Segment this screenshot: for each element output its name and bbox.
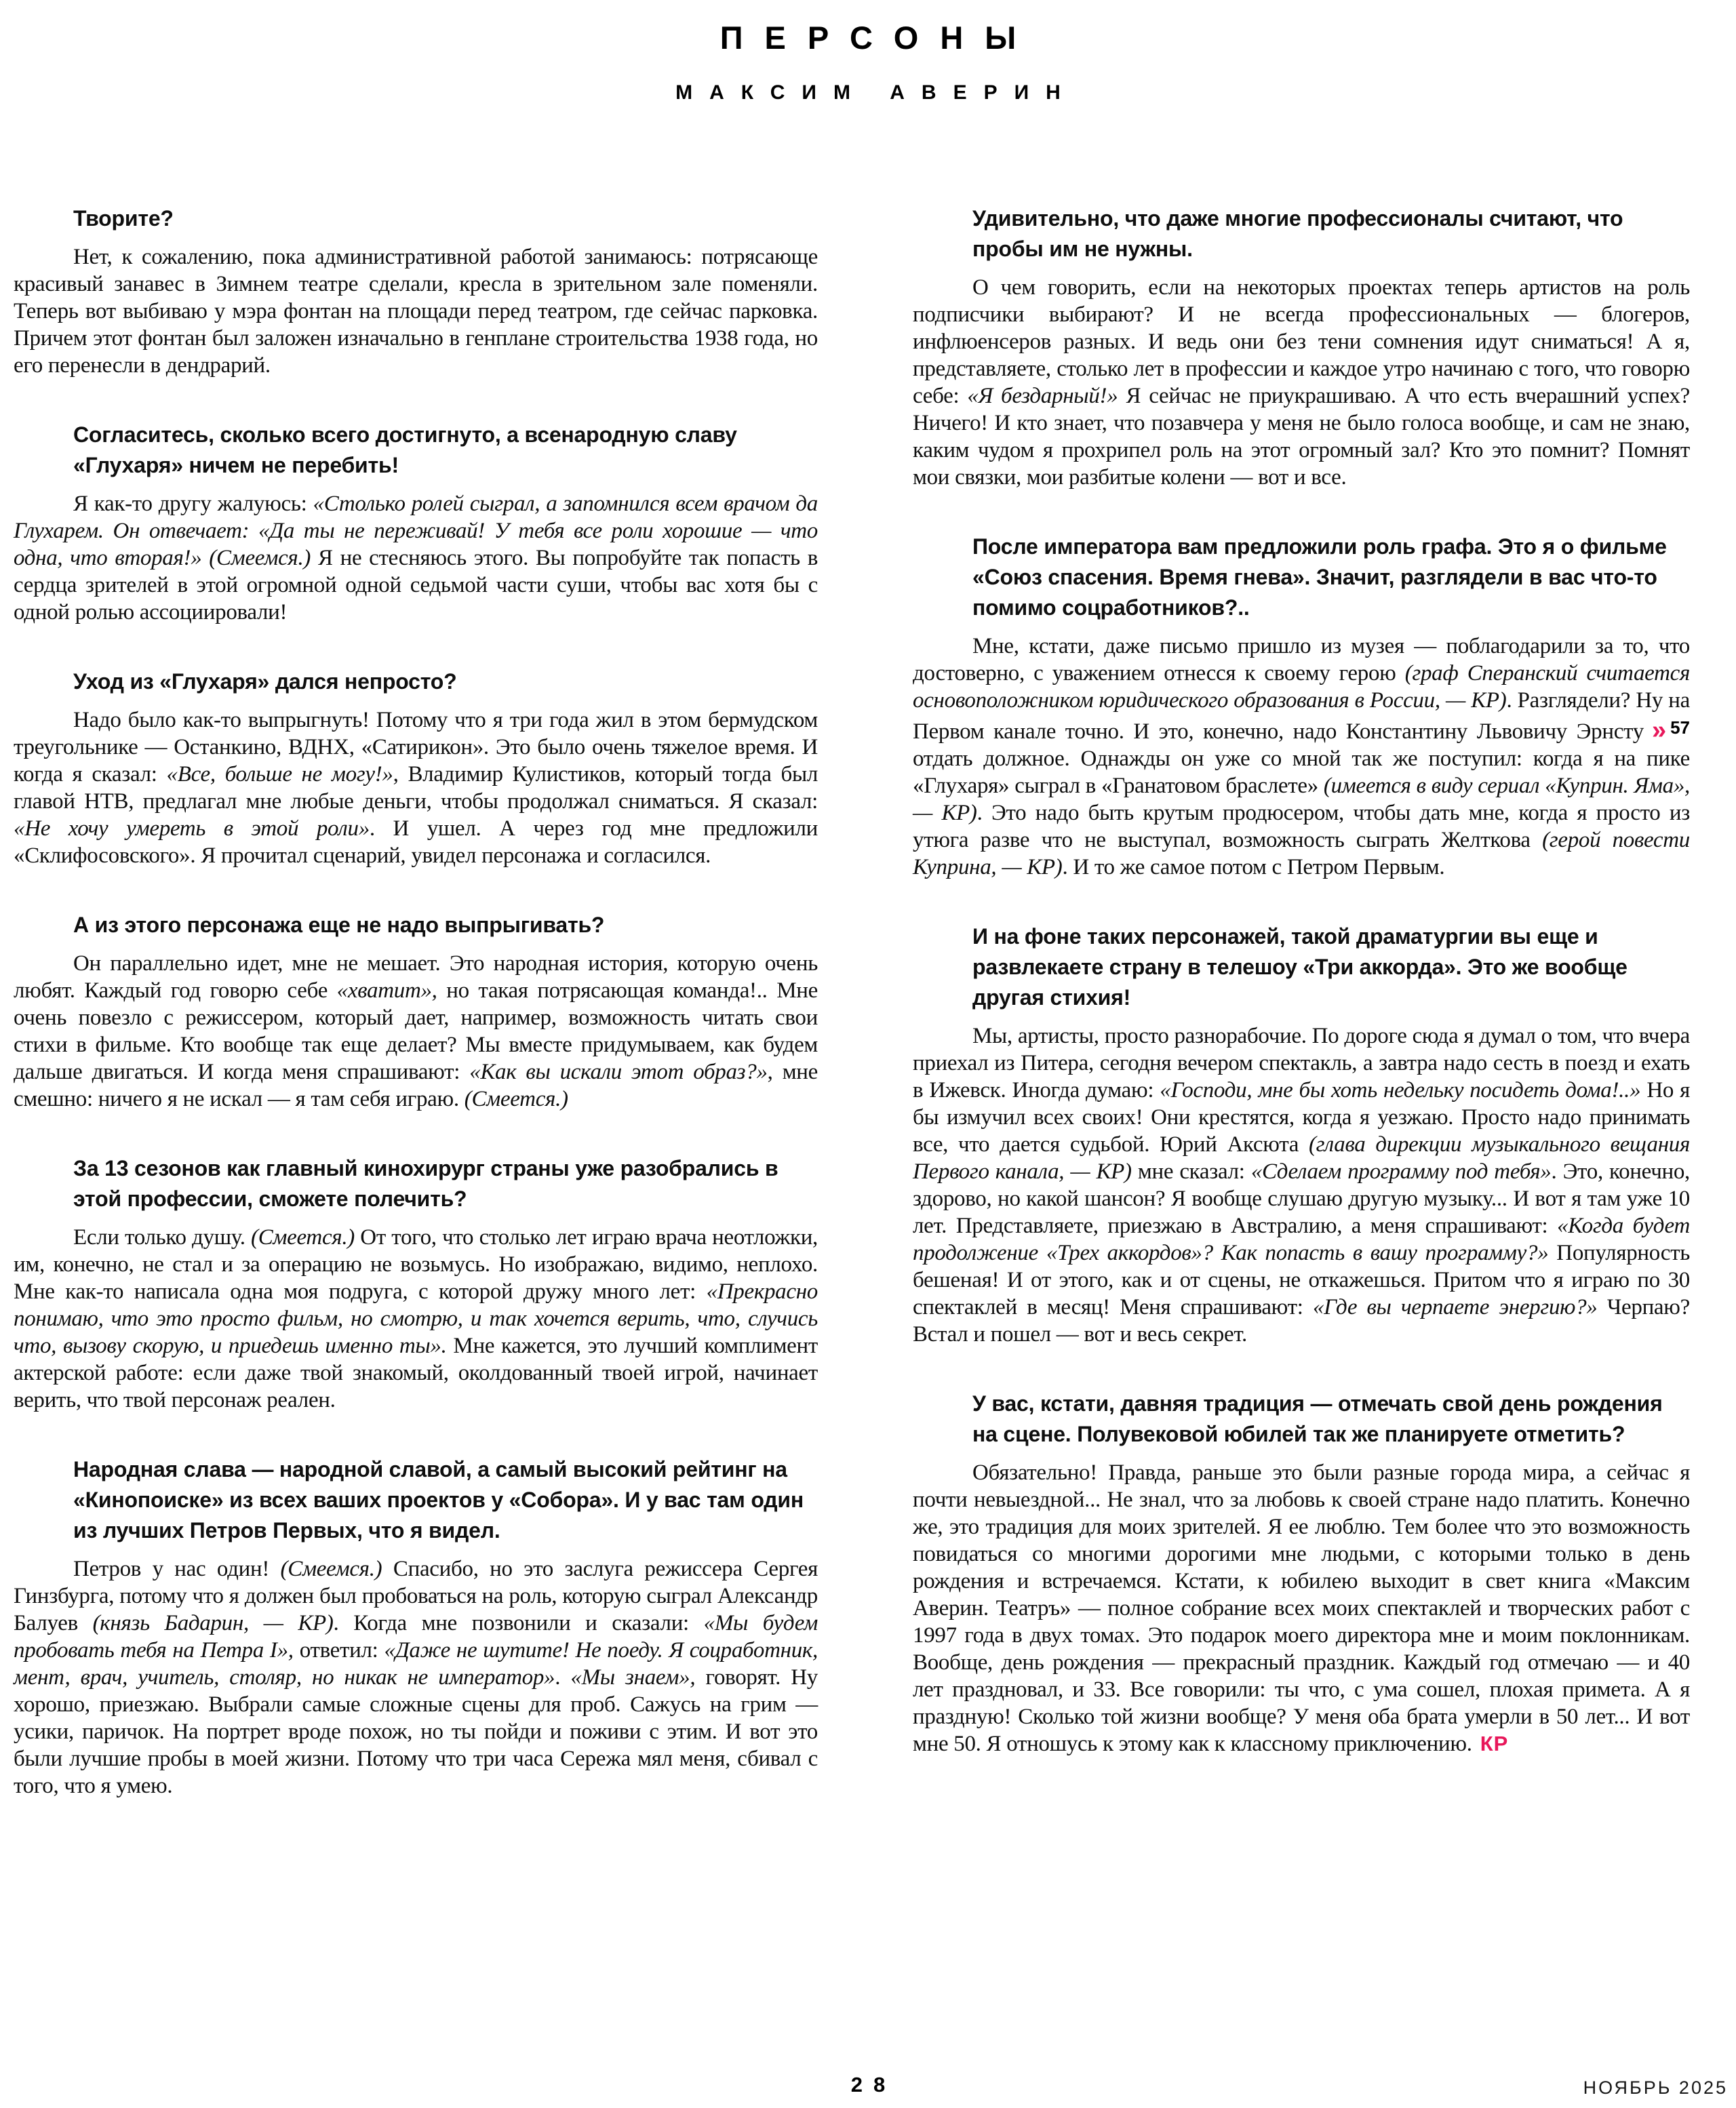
interview-question bbox=[972, 1389, 1690, 1450]
body-text: . Это, конечно, здорово, но какой шансон? Я вообще слушаю другую музыку... И вот я там уже 10 лет. Представляете, приезжаю в Австралию, а меня спрашивают: bbox=[913, 1159, 1690, 1238]
interview-answer bbox=[913, 1022, 1690, 1348]
interview-question bbox=[73, 420, 818, 481]
body-text: . И то же самое потом с Петром Первым. bbox=[1062, 855, 1445, 879]
body-text: Удивительно, что даже многие профессионалы считают, что пробы им не нужны. bbox=[972, 206, 1623, 261]
body-text: А из этого персонажа еще не надо выпрыгивать? bbox=[73, 913, 605, 937]
body-text: Нет, к сожалению, пока административной работой занимаюсь: потрясающе красивый занавес в Зимнем театре сделали, кресла в зрительном зале поменяли. Теперь вот выбиваю у мэра фонтан на площади перед театром, где сейчас парковка. Причем этот фонтан был заложен изначально в генплане строительства 1938 года, но его перенесли в дендрарий. bbox=[14, 245, 818, 378]
body-text: Популярность бешеная! И от этого, как и от сцены, не откажешься. Притом что я играю по 30 спектаклей в месяц! Меня спрашивают: bbox=[913, 1241, 1690, 1319]
interview-answer bbox=[14, 707, 818, 869]
body-text: Спасибо, но это заслуга режиссера Сергея Гинзбурга, потому что я должен был пробоваться на роль, которую сыграл Александр Балуев bbox=[14, 1557, 818, 1635]
body-text: Мне, кстати, даже письмо пришло из музея — поблагодарили за то, что достоверно, с уважением отнесся к своему герою bbox=[913, 634, 1690, 685]
answer-quote-italic: «Господи, мне бы хоть недельку посидеть дома!..» bbox=[1160, 1078, 1641, 1102]
answer-quote-italic: (Смеется.) bbox=[464, 1087, 568, 1111]
body-text: Если только душу. bbox=[73, 1225, 251, 1250]
page-number: 28 bbox=[850, 2073, 896, 2096]
answer-quote-italic: «Как вы искали этот образ?» bbox=[469, 1060, 768, 1084]
page-ref-number: 57 bbox=[1670, 717, 1690, 738]
interview-answer bbox=[14, 1224, 818, 1414]
article-end-mark: КР bbox=[1480, 1732, 1509, 1755]
body-text: О чем говорить, если на некоторых проектах теперь артистов на роль подписчики выбирают? И не всегда профессиональных — блогеров, инфлюенсеров разных. И ведь они без тени сомнения идут сниматься! А я, представляете, столько лет в профессии и каждое утро начинаю с того, что говорю себе: bbox=[913, 275, 1690, 408]
body-text: Мне кажется, это лучший комплимент актерской работе: если даже твой знакомый, околдованный твоей игрой, начинает верить, что твой персонаж реален. bbox=[14, 1334, 818, 1412]
body-text: Согласитесь, сколько всего достигнуто, а всенародную славу «Глухаря» ничем не перебить! bbox=[73, 422, 737, 477]
body-text: Творите? bbox=[73, 206, 174, 231]
interview-question bbox=[73, 203, 818, 234]
body-text: . bbox=[555, 1665, 571, 1690]
answer-quote-italic: «Прекрасно понимаю, что это просто фильм, но смотрю, и так хочется верить, что, случись что, вызову скорую, и приедешь именно ты». bbox=[14, 1279, 818, 1358]
body-text: От того, что столько лет играю врача неотложки, им, конечно, не стал и за операцию не возьмусь. Но изображаю, видимо, неплохо. Мне как-то написала одна моя подруга, с которой дружу много лет: bbox=[14, 1225, 818, 1304]
interview-answer bbox=[14, 243, 818, 379]
answer-quote-italic: (граф Сперанский считается основоположником юридического образования в России, — КР) bbox=[913, 661, 1691, 713]
interview-answer bbox=[913, 633, 1690, 881]
body-text: И на фоне таких персонажей, такой драматургии вы еще и развлекаете страну в телешоу «Три аккорда». Это же вообще другая стихия! bbox=[972, 924, 1628, 1010]
answer-quote-italic: «Столько ролей сыграл, а запомнился всем врачом да Глухарем. Он отвечает: «Да ты не переживай! У тебя все роли хорошие — что одна, что вторая!» (Смеемся.) bbox=[14, 492, 818, 570]
body-text: За 13 сезонов как главный кинохирург страны уже разобрались в этой профессии, сможете полечить? bbox=[73, 1156, 778, 1211]
interview-question bbox=[73, 910, 818, 940]
body-text: , Владимир Кулистиков, который тогда был главой НТВ, предлагал мне любые деньги, чтобы продолжал сниматься. Я сказал: bbox=[14, 762, 818, 814]
interview-answer bbox=[14, 490, 818, 626]
body-text: Обязательно! Правда, раньше это были разные города мира, а сейчас я почти невыездной... Не знал, что за любовь к своей стране надо платить. Конечно же, это традиция для моих зрителей. Я ее люблю. Тем более что это возможность повидаться со многими дорогими мне людьми, с которыми только в день рождения и встречаемся. Кстати, к юбилею выходит в свет книга «Максим Аверин. Театръ» — полное собрание всех моих спектаклей и творческих работ с 1997 года в двух томах. Это подарок моего директора мне и моим поклонникам. Вообще, день рождения — прекрасный праздник. Каждый год отмечаю — и 40 лет праздновал, и 33. Все говорили: ты что, с ума сошел, плохая примета. А я праздную! Сколько той жизни вообще? У меня оба брата умерли в 50 лет... И вот мне 50. Я отношусь к этому как к классному приключению. bbox=[913, 1460, 1690, 1756]
body-text: . Когда мне позвонили и сказали: bbox=[333, 1611, 704, 1635]
body-text: , мне смешно: ничего я не искал — я там себя играю. bbox=[14, 1060, 818, 1111]
interview-question bbox=[972, 532, 1690, 623]
body-text: Я как-то другу жалуюсь: bbox=[73, 492, 313, 516]
body-text: . Это надо быть крутым продюсером, чтобы дать мне, когда я просто из утюга разве что не выступал, возможность сыграть Желткова bbox=[913, 801, 1691, 852]
body-text: После императора вам предложили роль графа. Это я о фильме «Союз спасения. Время гнева». Значит, разглядели в вас что-то помимо соцработников?.. bbox=[972, 534, 1667, 620]
body-text: ответил: bbox=[293, 1638, 384, 1663]
interview-question bbox=[73, 667, 818, 697]
body-text: говорят. Ну хорошо, приезжаю. Выбрали самые сложные сцены для проб. Сажусь на грим — усики, паричок. На портрет вроде похож, но ты пойди и поживи с этим. И вот это были лучшие пробы в моей жизни. Потому что три часа Сережа мял меня, сбивал с того, что я умею. bbox=[14, 1665, 818, 1798]
body-text: мне сказал: bbox=[1131, 1159, 1251, 1184]
answer-quote-italic: (имеется в виду сериал «Куприн. Яма», — КР) bbox=[913, 774, 1690, 825]
body-text: Я не стесняюсь этого. Вы попробуйте так попасть в сердца зрителей в этой огромной одной седьмой части суши, чтобы вас хотя бы с одной ролью ассоциировали! bbox=[14, 546, 818, 624]
body-text: Я сейчас не приукрашиваю. А что есть вчерашний успех? Ничего! И кто знает, что позавчера у меня не было голоса вообще, и сам не знаю, каким чудом я прохрипел роль на этот огромный зал? Кто это помнит? Помнят мои связки, мои разбитые колени — вот и все. bbox=[913, 384, 1690, 490]
body-text: отдать должное. Однажды он уже со мной так же поступил: когда я на пике «Глухаря» сыграл в «Гранатовом браслете» bbox=[913, 747, 1690, 798]
answer-quote-italic: «Не хочу умереть в этой роли» bbox=[14, 816, 370, 841]
page-title: ПЕРСОНЫ bbox=[719, 20, 1038, 56]
body-text: Надо было как-то выпрыгнуть! Потому что я три года жил в этом бермудском треугольнике — Останкино, ВДНХ, «Сатирикон». Это было очень тяжелое время. И когда я сказал: bbox=[14, 708, 818, 787]
interview-question bbox=[73, 1153, 818, 1214]
answer-quote-italic: (Смеемся.) bbox=[280, 1557, 382, 1581]
page-subtitle: МАКСИМ АВЕРИН bbox=[675, 81, 1078, 104]
answer-quote-italic: (герой повести Куприна, — КР) bbox=[913, 828, 1691, 879]
body-text: Уход из «Глухаря» дался непросто? bbox=[73, 669, 457, 694]
answer-quote-italic: «Мы будем пробовать тебя на Петра I», bbox=[14, 1611, 818, 1663]
article-column-left bbox=[14, 201, 818, 1799]
body-text: Петров у нас один! bbox=[73, 1557, 281, 1581]
answer-quote-italic: «Даже не шутите! Не поеду. Я соцработник, мент, врач, учитель, столяр, но никак не император» bbox=[14, 1638, 818, 1690]
answer-quote-italic: «Я бездарный!» bbox=[967, 384, 1118, 408]
interview-question bbox=[972, 921, 1690, 1013]
answer-quote-italic: «Все, больше не могу!» bbox=[166, 762, 393, 787]
body-text: Мы, артисты, просто разнорабочие. По дороге сюда я думал о том, что вчера приехал из Питера, сегодня вечером спектакль, а завтра надо сесть в поезд и ехать в Ижевск. Иногда думаю: bbox=[913, 1024, 1690, 1102]
body-text: Но я бы измучил всех своих! Они крестятся, когда я уезжаю. Просто надо принимать все, что дается судьбой. Юрий Аксюта bbox=[913, 1078, 1690, 1157]
article-column-right bbox=[913, 201, 1690, 1757]
interview-answer bbox=[14, 950, 818, 1113]
interview-question bbox=[972, 203, 1690, 264]
body-text: Он параллельно идет, мне не мешает. Это народная история, которую очень любят. Каждый год говорю себе bbox=[14, 951, 818, 1003]
interview-answer bbox=[913, 274, 1690, 491]
body-text: Народная слава — народной славой, а самый высокий рейтинг на «Кинопоиске» из всех ваших проектов у «Собора». И у вас там один из лучших Петров Первых, что я видел. bbox=[73, 1457, 804, 1543]
body-text: но такая потрясающая команда!.. Мне очень повезло с режиссером, который дает, например, возможность читать свои стихи в фильме. Кто вообще так еще делает? Мы вместе придумываем, как будем дальше двигаться. И когда меня спрашивают: bbox=[14, 978, 818, 1084]
page-ref-arrow-icon: » bbox=[1651, 716, 1667, 744]
answer-quote-italic: «Когда будет продолжение «Трех аккордов»? Как попасть в вашу программу?» bbox=[913, 1214, 1690, 1265]
interview-answer bbox=[913, 1459, 1690, 1757]
body-text: . Разглядели? Ну на Первом канале точно. И это, конечно, надо Константину Львовичу Эрнсту bbox=[913, 688, 1690, 744]
answer-quote-italic: «Где вы черпаете энергию?» bbox=[1312, 1295, 1598, 1319]
interview-question bbox=[73, 1454, 818, 1546]
answer-quote-italic: «Мы знаем», bbox=[570, 1665, 696, 1690]
body-text: У вас, кстати, давняя традиция — отмечать свой день рождения на сцене. Полувековой юбилей так же планируете отметить? bbox=[972, 1391, 1663, 1446]
answer-quote-italic: (глава дирекции музыкального вещания Первого канала, — КР) bbox=[913, 1132, 1691, 1184]
body-text: Черпаю? Встал и пошел — вот и весь секрет. bbox=[913, 1295, 1690, 1347]
interview-answer bbox=[14, 1555, 818, 1799]
answer-quote-italic: «хватит», bbox=[336, 978, 437, 1003]
issue-date: НОЯБРЬ 2025 bbox=[1583, 2077, 1728, 2098]
page-reference bbox=[1644, 718, 1690, 743]
answer-quote-italic: «Сделаем программу под тебя» bbox=[1250, 1159, 1552, 1184]
answer-quote-italic: (Смеется.) bbox=[251, 1225, 355, 1250]
body-text: . И ушел. А через год мне предложили «Склифосовского». Я прочитал сценарий, увидел персонажа и согласился. bbox=[14, 816, 818, 868]
answer-quote-italic: (князь Бадарин, — КР) bbox=[92, 1611, 334, 1635]
